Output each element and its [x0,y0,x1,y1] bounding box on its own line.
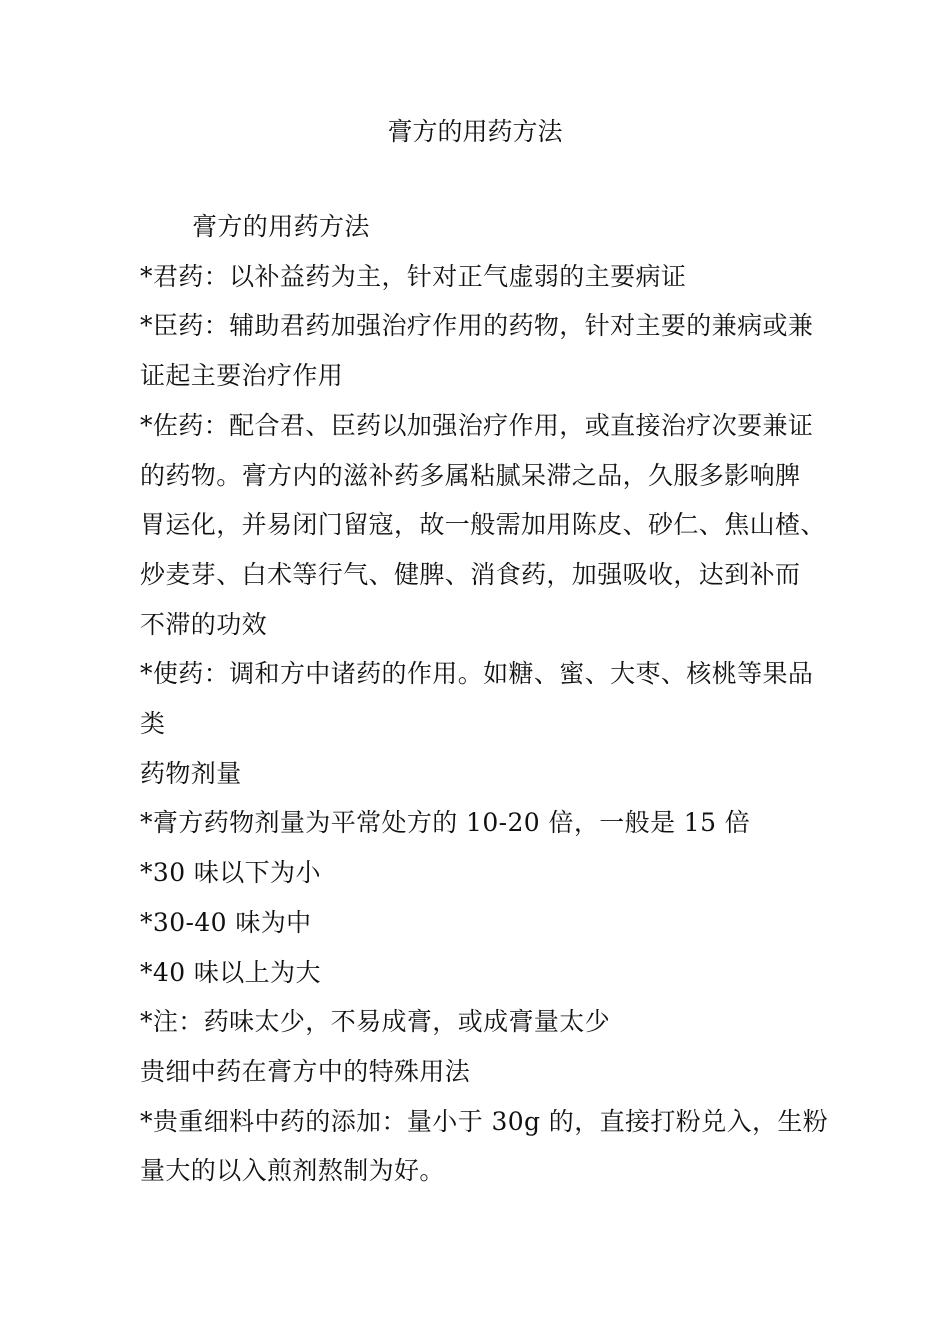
paragraph-line: *注：药味太少，不易成膏，或成膏量太少 [140,1007,611,1037]
paragraph-line: *30 味以下为小 [140,858,321,888]
paragraph-line: 胃运化，并易闭门留寇，故一般需加用陈皮、砂仁、焦山楂、 [140,510,826,540]
paragraph-line: 类 [140,709,166,739]
paragraph-line: 的药物。膏方内的滋补药多属粘腻呆滞之品，久服多影响脾 [140,460,801,490]
paragraph-line: 量大的以入煎剂熬制为好。 [140,1156,445,1186]
paragraph-line: *佐药：配合君、臣药以加强治疗作用，或直接治疗次要兼证 [140,410,814,440]
paragraph-line: 证起主要治疗作用 [140,361,344,391]
paragraph-line: *君药：以补益药为主，针对正气虚弱的主要病证 [140,261,687,291]
paragraph-line: 炒麦芽、白术等行气、健脾、消食药，加强吸收，达到补而 [140,559,801,589]
paragraph-line: *40 味以上为大 [140,957,321,987]
paragraph-line: *贵重细料中药的添加：量小于 30g 的，直接打粉兑入，生粉 [140,1106,829,1136]
document-title: 膏方的用药方法 [387,117,563,146]
section-heading-usage: 膏方的用药方法 [192,212,370,241]
paragraph-line: 不滞的功效 [140,609,268,639]
section-heading-dosage: 药物剂量 [140,758,242,788]
paragraph-line: *30-40 味为中 [140,907,312,937]
document-body [140,202,829,1196]
paragraph-line: *膏方药物剂量为平常处方的 10-20 倍，一般是 15 倍 [140,808,751,838]
section-heading-special-usage: 贵细中药在膏方中的特殊用法 [140,1056,471,1086]
paragraph-line: *使药：调和方中诸药的作用。如糖、蜜、大枣、核桃等果品 [140,659,814,689]
paragraph-line: *臣药：辅助君药加强治疗作用的药物，针对主要的兼病或兼 [140,311,814,341]
